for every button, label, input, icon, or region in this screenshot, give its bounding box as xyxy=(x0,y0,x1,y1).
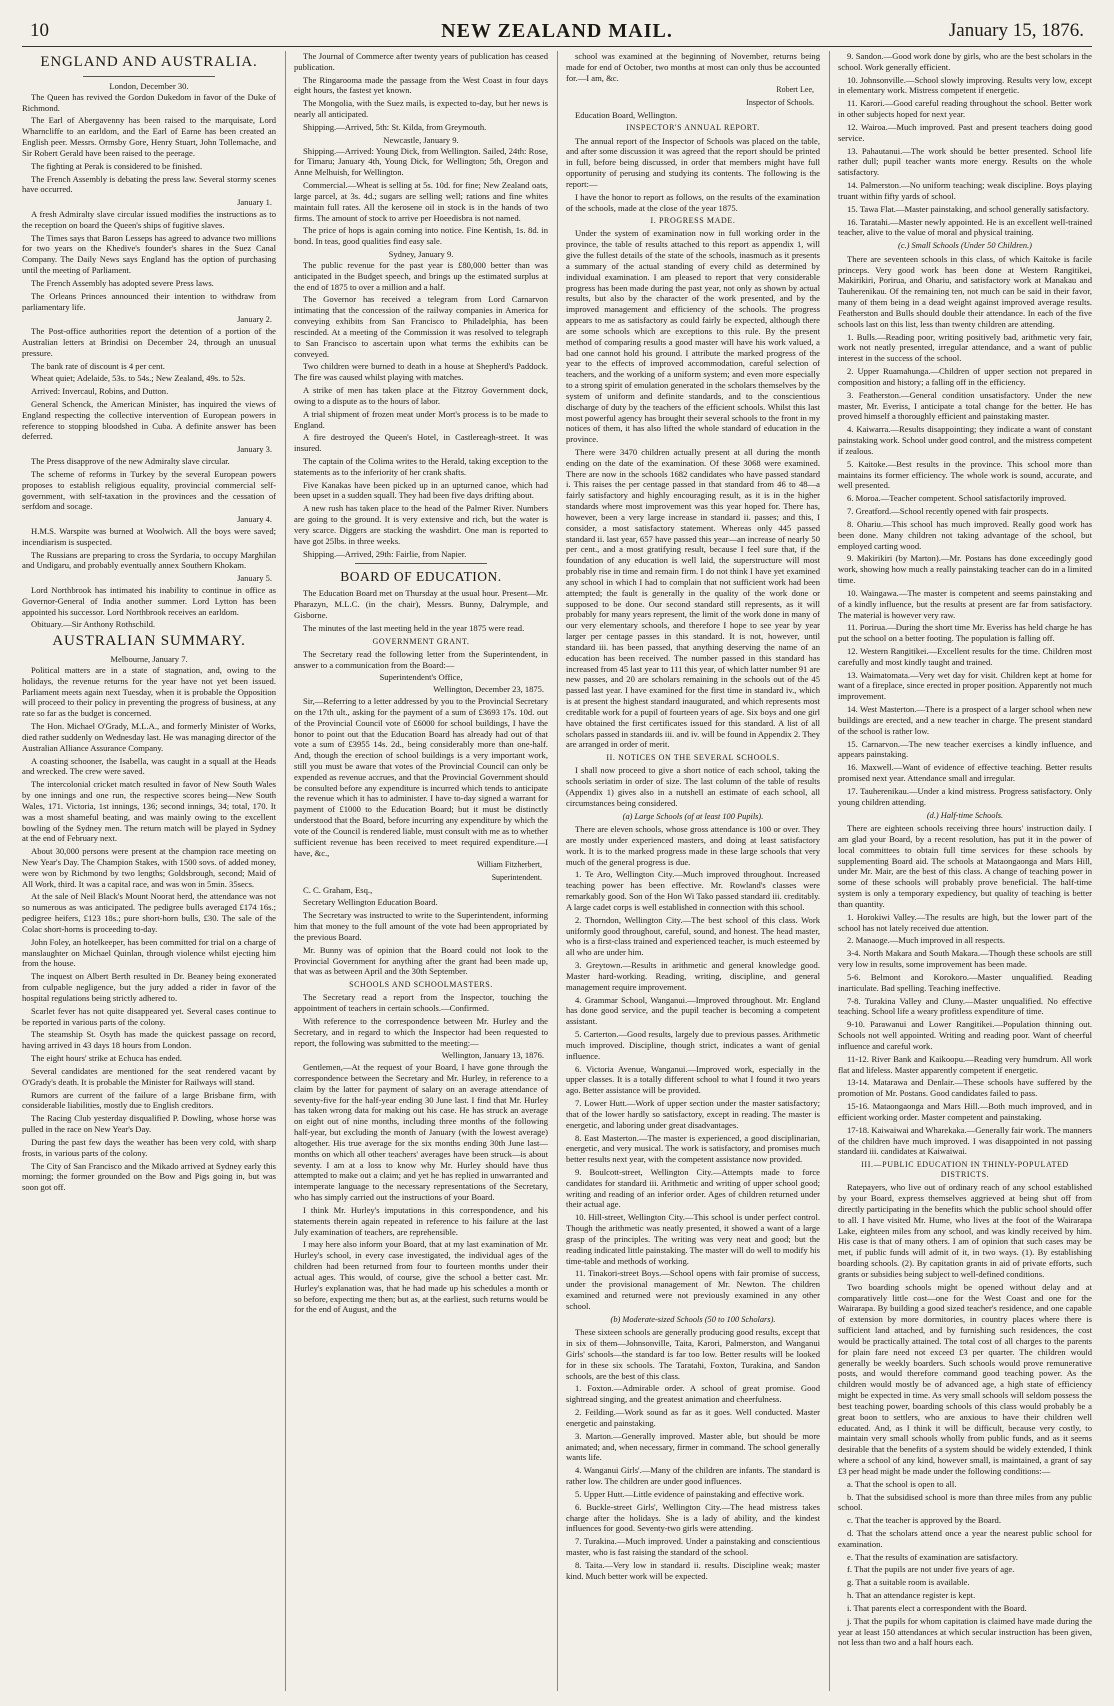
paragraph: Commercial.—Wheat is selling at 5s. 10d. for fine; New Zealand oats, large parcel, at 3s. 4d.; sugars are selling well; rations and fine whites maintain full rates. All the kerosene oil in stock is in the hands of two firms. The amount of stock to arrive per Hoeedisbra is not named. xyxy=(294,180,548,223)
date-line: January 5. xyxy=(237,573,272,584)
date-line: January 2. xyxy=(237,314,272,325)
paragraph: The intercolonial cricket match resulted in favor of New South Wales by one innings and one run, the respective scores being—New South Wales, 171. Victoria, 1st innings, 136; second innings, 34; total, 170. It was a most shameful beating, and was mainly owing to the excellent bowling of the Sydney men. The return match will be played in Sydney at the end of February next. xyxy=(22,779,276,844)
paragraph: The Press disapprove of the new Admiralty slave circular. xyxy=(31,456,230,467)
list-item: 2. Upper Ruamahunga.—Children of upper section not prepared in composition and history; a falling off in the efficiency. xyxy=(838,366,1092,387)
paragraph: With reference to the correspondence between Mr. Hurley and the Secretary, and in regard to which the Inspector had been requested to report, the following was submitted to the meeting:— xyxy=(294,1015,548,1048)
list-item: 7. Greatford.—School recently opened with fair prospects. xyxy=(847,506,1049,517)
list-item: 4. Grammar School, Wanganui.—Improved throughout. Mr. England has done good service, and the pupil teacher is becoming a competent assistant. xyxy=(566,994,820,1027)
list-item: 10. Waingawa.—The master is competent and seems painstaking and of a kindly influence, but the results at present are far from satisfactory. The material is however very raw. xyxy=(838,587,1092,620)
paragraph: A fresh Admiralty slave circular issued modifies the instructions as to the reception on board the Queen's ships of fugitive slaves. xyxy=(22,208,276,230)
letter-body: I may here also inform your Board, that at my last examination of Mr. Hurley's school, in every case investigated, the individual ages of the children had been returned from four to fourteen months under their actual ages. This would, of course, give the school a better cast. Mr. Hurley's explanation was, that he had made up his schedules a month or so before, expecting me then; but as, at the earliest, such returns would be for the end of August, and the xyxy=(294,1239,548,1315)
dateline: Sydney, January 9. xyxy=(388,249,454,260)
paragraph: Two children were burned to death in a house at Shepherd's Paddock. The fire was caused whilst playing with matches. xyxy=(294,361,548,383)
list-item: 3. Marton.—Generally improved. Master able, but should be more animated; and, when necessary, firmer in command. The school generally wants life. xyxy=(566,1430,820,1463)
subheading: (c.) Small Schools (Under 50 Children.) xyxy=(898,241,1032,251)
paragraph: Lord Northbrook has intimated his inability to continue in office as Governor-General of India another summer. Lord Lytton has been appointed his successor. Lord Northbrook receives an earldom. xyxy=(22,584,276,617)
paragraph: The Times says that Baron Lesseps has agreed to advance two millions for two years on the Khedive's founder's shares in the Suez Canal Company. The Daily News says England has the option of purchasing until the meeting of Parliament. xyxy=(22,232,276,276)
paragraph: Shipping.—Arrived: Young Dick, from Wellington. Sailed, 24th: Rose, for Timaru; January 4th, Young Dick, for Wellington; 5th, Oregon and Anne Melhuish, for Wellington. xyxy=(294,145,548,178)
date-line: January 3. xyxy=(237,444,272,455)
list-item: 9. Boulcott-street, Wellington City.—Attempts made to force candidates for standard iii. Arithmetic and writing of upper school good; writing and reading of an inferior order. Ages of children returned under their actual age. xyxy=(566,1166,820,1210)
list-item: 1. Horokiwi Valley.—The results are high, but the lower part of the school has not lately received due attention. xyxy=(838,911,1092,933)
paragraph: Five Kanakas have been picked up in an upturned canoe, which had been upset in a sudden squall. They had been five days drifting about. xyxy=(294,479,548,501)
paragraph: A fire destroyed the Queen's Hotel, in Castlereagh-street. It was insured. xyxy=(294,432,548,454)
list-item: 14. West Masterton.—There is a prospect of a larger school when new buildings are erected, and a new teacher in charge. The present standard of the school is rather low. xyxy=(838,704,1092,736)
list-item: 4. Wanganui Girls'.—Many of the children are infants. The standard is rather low. The children are under good influences. xyxy=(566,1465,820,1487)
columns xyxy=(22,51,1092,1691)
list-item: 5-6. Belmont and Korokoro.—Master unqualified. Reading inarticulate. Bad spelling. Teaching ineffective. xyxy=(838,971,1092,993)
letter-date: Wellington, January 13, 1876. xyxy=(441,1050,544,1061)
list-item: 3. Featherston.—General condition unsatisfactory. Under the new master, Mr. Everiss, I anticipate a total change for the better. He has proved himself a thoroughly efficient and painstaking master. xyxy=(838,389,1092,422)
list-item: 15. Tawa Flat.—Master painstaking, and school generally satisfactory. xyxy=(847,203,1089,214)
list-item: 9. Makirikiri (by Marton).—Mr. Postans has done exceedingly good work, showing how much a really painstaking teacher can do in a limited time. xyxy=(838,553,1092,586)
dateline: London, December 30. xyxy=(109,80,189,91)
letter-date: Wellington, December 23, 1875. xyxy=(433,684,544,695)
subheading: III.—PUBLIC EDUCATION IN THINLY-POPULATED DISTRICTS. xyxy=(861,1160,1069,1180)
column-4 xyxy=(829,51,1092,1691)
dateline: Melbourne, January 7. xyxy=(110,654,188,665)
list-item: 17-18. Kaiwaiwai and Wharekaka.—Generally fair work. The manners of the children have much improved. I was disappointed in not passing standard iii. candidates at Kaiwaiwai. xyxy=(838,1124,1092,1157)
column-1 xyxy=(22,51,276,1691)
paragraph: These sixteen schools are generally producing good results, except that in six of them—Johnsonville, Taita, Karori, Palmerston, and Wanganui Girls' schools—the standard is far too low. Better results will be looked for in these six schools. The Taratahi, Foxton, Turakina, and Sandon schools, are the best of this class. xyxy=(566,1327,820,1381)
list-item: 13. Pahautanui.—The work should be better presented. School life rather dull; pupil teacher wants more energy. Results on the whole satisfactory. xyxy=(838,145,1092,178)
paragraph: The City of San Francisco and the Mikado arrived at Sydney early this morning; the former grounded on the Bow and Pigs going in, but was soon got off. xyxy=(22,1160,276,1193)
subheading: (b) Moderate-sized Schools (50 to 100 Scholars). xyxy=(610,1314,776,1324)
paragraph: At the sale of Neil Black's Mount Noorat herd, the attendance was not so numerous as was anticipated. The pedigree bulls averaged £174 16s.; pedigree heifers, £123 18s.; pure short-horn bulls, £30. The sale of the Colac short-horns is proceeding to-day. xyxy=(22,891,276,934)
list-item: b. That the subsidised school is more than three miles from any public school. xyxy=(838,1491,1092,1513)
paragraph: Several candidates are mentioned for the seat rendered vacant by O'Grady's death. It is probable the Minister for Railways will stand. xyxy=(22,1065,276,1087)
list-item: 13-14. Matarawa and Denlair.—These schools have suffered by the promotion of Mr. Postans. Good candidates failed to pass. xyxy=(838,1077,1092,1099)
list-item: 10. Johnsonville.—School slowly improving. Results very low, except in elementary work. Mistress competent if energetic. xyxy=(838,74,1092,96)
paragraph: There are eleven schools, whose gross attendance is 100 or over. They are mostly under experienced masters, and doing at least satisfactory work. It is to the marked progress made in these large schools that very much of the general progress is due. xyxy=(566,824,820,867)
paragraph: Ratepayers, who live out of ordinary reach of any school established by your Board, express themselves aggrieved at being shut off from directly participating in the benefits which the public school should offer to all. I have visited Mr. Hume, who lives at the foot of the Wairarapa Lake, eighteen miles from any school, and was kindly received by him. His case is that of many others. I am of opinion that such cases may be met, if public funds will admit of it, in two ways. (1). By establishing boarding schools. (2). By capitation grants in aid of private efforts, such grants or subsidies being subject to well-defined conditions. xyxy=(838,1182,1092,1279)
paragraph: During the past few days the weather has been very cold, with sharp frosts, in various parts of the colony. xyxy=(22,1136,276,1158)
list-item: 6. Buckle-street Girls', Wellington City.—The head mistress takes charge after the holidays. She is a lady of ability, and the kindest influences for good. Seventy-two girls were attending. xyxy=(566,1501,820,1534)
paragraph: The Secretary read a report from the Inspector, touching the appointment of teachers in certain schools.—Confirmed. xyxy=(294,992,548,1014)
list-item: 3. Greytown.—Results in arithmetic and general knowledge good. Master hard-working. Reading, writing, discipline, and general management require improvement. xyxy=(566,960,820,992)
letter-body: I think Mr. Hurley's imputations in this correspondence, and his statements therein again repeated in reference to his failure at the last July examination of teachers, are reprehensible. xyxy=(294,1204,548,1237)
list-item: i. That parents elect a correspondent with the Board. xyxy=(847,1602,1027,1613)
list-item: 15-16. Mataongaonga and Mars Hill.—Both much improved, and in efficient working order. Master competent and painstaking. xyxy=(838,1101,1092,1122)
paragraph: There are seventeen schools in this class, of which Kaitoke is facile princeps. Very good work has been done at Western Rangitikei, Makirikiri, Porirua, and Ohariu, and satisfactory work at Manakau and Tauherenikau. Of the remaining ten, not much can be said in their favor, many of them being in a dead weight against improved average results. Featherston and Bulls should double their attendance. In each of the five schools last on this list, less than twenty children are attending. xyxy=(838,253,1092,329)
page-number: 10 xyxy=(30,20,49,41)
list-item: 7. Turakina.—Much improved. Under a painstaking and conscientious master, who is fast raising the standard of the school. xyxy=(566,1536,820,1558)
list-item: 9. Sandon.—Good work done by girls, who are the best scholars in the school. Work generally efficient. xyxy=(838,51,1092,72)
paragraph: Shipping.—Arrived, 5th: St. Kilda, from Greymouth. xyxy=(303,121,487,132)
list-item: 2. Manaoge.—Much improved in all respects. xyxy=(847,935,1005,946)
list-item: j. That the pupils for whom capitation is claimed have made during the year at least 150 attendances at which secular instruction has been given, not less than two and a half hours each. xyxy=(838,1615,1092,1648)
subheading: I. PROGRESS MADE. xyxy=(650,216,736,226)
paragraph: Obituary.—Sir Anthony Rothschild. xyxy=(31,619,156,630)
letter-body: Sir,—Referring to a letter addressed by you to the Provincial Secretary on the 17th ult., asking for the payment of a sum of £3693 17s. 10d. out of the Provincial Council vote of £6000 for school buildings, I have the honor to point out that the Education Board has already had out of that vote a sum of £3955 14s. 2d., being considerably more than one-half. And, though the erection of school buildings is a very important work, still you must be aware that votes of the Provincial Council can only be expended as revenue accrues, and that the Provincial Government should be consulted before any expenditure is incurred which tends to anticipate the revenue which it has to administer. I have to-day signed a warrant for payment of £1000 to the Education Board; but it must be distinctly understood that the Board, before incurring any expenditure by which the vote of the Council is rendered liable, must consult with me as to whether sufficient revenue has been received to meet required expenditure.—I have, &c., xyxy=(294,696,548,858)
list-item: 8. Ohariu.—This school has much improved. Really good work has been done. Many children not taking advantage of the school, but employed carting wood. xyxy=(838,518,1092,551)
list-item: h. That an attendance register is kept. xyxy=(847,1590,976,1601)
letter-office: Superintendent's Office, xyxy=(379,672,463,683)
list-item: 12. Western Rangitikei.—Excellent results for the time. Children most carefully and most kindly taught and trained. xyxy=(838,645,1092,667)
addressee: C. C. Graham, Esq., xyxy=(303,884,373,895)
subheading: GOVERNMENT GRANT. xyxy=(372,636,470,646)
list-item: 1. Foxton.—Admirable order. A school of great promise. Good sightread singing, and the greatest animation and cheerfulness. xyxy=(566,1383,820,1405)
paragraph: The Secretary read the following letter from the Superintendent, in answer to a communication from the Board:— xyxy=(294,648,548,670)
list-item: 10. Hill-street, Wellington City.—This school is under perfect control. Though the arithmetic was neatly presented, it showed a want of a large grasp of the principles. The writing was very neat and good; but the reading indicated little painstaking. The master will do well to modify his time-table and methods of working. xyxy=(566,1212,820,1266)
addressee: Secretary Wellington Education Board. xyxy=(303,897,438,908)
paragraph: The public revenue for the past year is £80,000 better than was anticipated in the Budget speech, and brings up the estimated surplus at the end of 1875 to over a million and a half. xyxy=(294,259,548,292)
list-item: 4. Kaiwarra.—Results disappointing; they indicate a want of constant painstaking work. School under good control, and the mistress competent if zealous. xyxy=(838,424,1092,456)
signature-title: Inspector of Schools. xyxy=(746,97,814,107)
list-item: c. That the teacher is approved by the Board. xyxy=(847,1515,1001,1526)
list-item: 11-12. River Bank and Kaikoopu.—Reading very humdrum. All work flat and lifeless. Master apparently competent if energetic. xyxy=(838,1053,1092,1075)
signature: William Fitzherbert, xyxy=(477,860,542,870)
dateline: Newcastle, January 9. xyxy=(383,134,459,145)
paragraph: Shipping.—Arrived, 29th: Fairlie, from Napier. xyxy=(303,548,467,559)
signature-title: Superintendent. xyxy=(491,872,542,882)
list-item: 7-8. Turakina Valley and Cluny.—Master unqualified. No effective teaching. School life a weary profitless expenditure of time. xyxy=(838,995,1092,1017)
paragraph: A strike of men has taken place at the Fitzroy Government dock, owing to a dispute as to the hours of labor. xyxy=(294,385,548,406)
list-item: 5. Kaitoke.—Best results in the province. This school more than maintains its former efficiency. The whole work is sound, accurate, and well presented. xyxy=(838,458,1092,491)
list-item: 2. Feilding.—Work sound as far as it goes. Well conducted. Master energetic and painstaking. xyxy=(566,1407,820,1428)
list-item: 9-10. Parawanui and Lower Rangitikei.—Population thinning out. Schools not well appointed. Writing and reading poor. Want of cheerful influence and careful work. xyxy=(838,1019,1092,1051)
paragraph: I shall now proceed to give a short notice of each school, taking the schools seriatim in order of size. The last column of the table of results (Appendix 1) gives also in a nutshell an estimate of each school, all circumstances being considered. xyxy=(566,765,820,808)
paragraph: Rumors are current of the failure of a large Brisbane firm, with considerable liabilities, mostly due to English creditors. xyxy=(22,1089,276,1111)
list-item: g. That a suitable room is available. xyxy=(847,1577,970,1588)
letter-body: Gentlemen,—At the request of your Board, I have gone through the correspondence between the Secretary and Mr. Hurley, in reference to a claim by the latter for payment of salary on an average attendance of seventy-five for the half-year ending 30 June last. I find that Mr. Hurley has taken wrong data for making out his case. He has struck an average on eight out of nine months, including three months of the following half-year, but excluding the month of January (with the lowest average) altogether. His true average for the six months ending 30th June last—months on which all other teachers' averages have been struck—is about seventy. I am at a loss to know why Mr. Hurley should have thus attempted to make out a claim; and yet he has replied in unwarranted and intemperate language to the necessary representations of the Secretary, who has simply carried out the instructions of your Board. xyxy=(294,1062,548,1203)
newspaper-title: NEW ZEALAND MAIL. xyxy=(441,20,673,42)
issue-date: January 15, 1876. xyxy=(948,20,1084,41)
paragraph: Under the system of examination now in full working order in the province, the table of results attached to this report as appendix 1, will give the fullest details of the state of the schools, inasmuch as it presents a summary of the actual standing of every child as determined by individual examination. I am pleased to report that very considerable progress has been made during the past year, not only as shown by actual results, but also by the character of the work presented, and by the improved management and efficiency of the schools. The progress appears to me as satisfactory as could fairly be expected, although there are some schools which are exceptions to this rule. By the present method of comparing results a good master will have his work valued, a bad one cannot hold his ground. I attribute the marked progress of the year to the effects of improved accommodation, careful selection of teachers, and the working of a uniform system; and even more especially to a strong spirit of emulation generated in the scholars themselves by the system of uniform and definite standards, and to the conscientious discharge of duty by the teachers of the efficient schools. Whilst this last most powerful agency has brought their several schools to the front in my notices of them, it has also lifted the whole standard of education in the province. xyxy=(566,228,820,445)
subheading: II. NOTICES ON THE SEVERAL SCHOOLS. xyxy=(606,753,780,763)
paragraph: John Foley, an hotelkeeper, has been committed for trial on a charge of manslaughter on Michael Quinlan, through violence whilst ejecting him from the house. xyxy=(22,936,276,969)
paragraph: The annual report of the Inspector of Schools was placed on the table, and after some discussion it was agreed that the report should be printed in full, before being discussed, in order that members might have full opportunity of perusing and studying its contents. The following is the report:— xyxy=(566,135,820,189)
list-item: 1. Te Aro, Wellington City.—Much improved throughout. Increased teaching power has been effective. Mr. Rowland's classes were remarkably good. Son of the Hon Wi Tako passed standard iii. creditably. A large cadet corps is well established in connection with this school. xyxy=(566,869,820,912)
paragraph: The Ringarooma made the passage from the West Coast in four days eight hours, the fastest yet known. xyxy=(294,74,548,96)
list-item: 7. Lower Hutt.—Work of upper section under the master satisfactory; that of the lower hardly so satisfactory, except in reading. The master is energetic, and laboring under great disadvantages. xyxy=(566,1098,820,1130)
list-item: 11. Tinakori-street Boys.—School opens with fair promise of success, under the provisional management of Mr. Newton. The children examined and returned were not previously examined in any other school. xyxy=(566,1268,820,1311)
paragraph: The Orleans Princes announced their intention to withdraw from parliamentary life. xyxy=(22,290,276,312)
signature: Robert Lee, xyxy=(776,85,814,95)
date-line: January 4. xyxy=(237,514,272,525)
masthead xyxy=(22,16,1092,47)
section-heading-board-of-education: BOARD OF EDUCATION. xyxy=(340,569,502,585)
list-item: 6. Victoria Avenue, Wanganui.—Improved work, especially in the upper classes. It is a totally different school to what I found it two years ago. Better assistance will be provided. xyxy=(566,1063,820,1096)
list-item: 8. East Masterton.—The master is experienced, a good disciplinarian, energetic, and very musical. The work is satisfactory, and promises much better results next year, with the competent assistance now provided. xyxy=(566,1132,820,1165)
list-item: a. That the school is open to all. xyxy=(847,1478,957,1489)
paragraph: The minutes of the last meeting held in the year 1875 were read. xyxy=(303,622,525,633)
column-3 xyxy=(557,51,820,1691)
paragraph: A trial shipment of frozen meat under Mort's process is to be made to England. xyxy=(294,408,548,430)
paragraph: school was examined at the beginning of November, returns being made for end of October, two months at most can only thus be accounted for.—I am, &c. xyxy=(566,51,820,83)
paragraph: The Hon. Michael O'Grady, M.L.A., and formerly Minister of Works, died rather suddenly on Wednesday last. He was managing director of the Australian Alliance Assurance Company. xyxy=(22,721,276,753)
list-item: 12. Wairoa.—Much improved. Past and present teachers doing good service. xyxy=(838,121,1092,143)
paragraph: The fighting at Perak is considered to be finished. xyxy=(31,160,203,171)
list-item: 2. Thorndon, Wellington City.—The best school of this class. Work uniformly good throughout, careful, sound, and honest. The head master, who is a first-class trained and experienced teacher, is much esteemed by all who are under him. xyxy=(566,914,820,958)
paragraph: Two boarding schools might be opened without delay and at comparatively little cost—one for the West Coast and one for the Wairarapa. By building a good sized teacher's residence, and one capable of extension by more dormitories, in country places where there is sufficient land attached, and by furnishing such residences, the cost would be practically attained. The total cost of all charges to the parents for plain fare need not exceed £3 per quarter. The children would generally be weekly boarders. Such schools would prove remunerative posts, and would therefore command good teaching power. As the children would mostly be of advanced age, a high state of efficiency might be expected in time. As very small schools will seldom possess the best teaching power, boarding schools of this class would probably be a great boon to settlers, who are anxious to have their children well educated. And, as I think it will be difficult, because very costly, to maintain very small schools wholly from public funds, and as it seems desirable that the benefits of a system should be widely extended, I think where a school of any kind, however small, is maintained, a grant of say £3 per head might be made under the following conditions:— xyxy=(838,1281,1092,1476)
list-item: 5. Carterton.—Good results, largely due to previous passes. Arithmetic much improved. Discipline, though strict, indicates a want of genial influence. xyxy=(566,1029,820,1061)
paragraph: A new rush has taken place to the head of the Palmer River. Numbers are going to the ground. It is very extensive and rich, but the water is very scarce. Diggers are stacking the washdirt. One man is reported to have got 25lbs. in three weeks. xyxy=(294,503,548,546)
paragraph: The Governor has received a telegram from Lord Carnarvon intimating that the concession of the railway companies in America for conveying exhibits from San Francisco to Philadelphia, has been rescinded. At a meeting of the Commission it was resolved to telegraph to San Francisco to ascertain upon what terms the exhibits can be conveyed. xyxy=(294,294,548,359)
list-item: f. That the pupils are not under five years of age. xyxy=(847,1564,1015,1575)
list-item: 16. Taratahi.—Master newly appointed. He is an excellent well-trained teacher, alive to the value of moral and physical training. xyxy=(838,216,1092,238)
subheading: SCHOOLS AND SCHOOLMASTERS. xyxy=(349,980,493,990)
paragraph: The French Assembly is debating the press law. Several stormy scenes have occurred. xyxy=(22,173,276,195)
paragraph: The Racing Club yesterday disqualified P. Dowling, whose horse was pulled in the race on New Year's Day. xyxy=(22,1113,276,1135)
paragraph: The Secretary was instructed to write to the Superintendent, informing him that money to the full amount of the vote had been appropriated by the previous Board. xyxy=(294,910,548,942)
list-item: 11. Porirua.—During the short time Mr. Everiss has held charge he has put the school on a better footing. The population is falling off. xyxy=(838,622,1092,644)
section-heading-australian-summary: AUSTRALIAN SUMMARY. xyxy=(52,633,246,650)
paragraph: The Education Board met on Thursday at the usual hour. Present—Mr. Pharazyn, M.L.C. (in the chair), Messrs. Bunny, Dalrymple, and Gisborne. xyxy=(294,588,548,621)
subheading: INSPECTOR'S ANNUAL REPORT. xyxy=(626,123,760,133)
paragraph: Mr. Bunny was of opinion that the Board could not look to the Provincial Government for anything after the grant had been made up, that was as between April and the 30th September. xyxy=(294,944,548,977)
paragraph: The captain of the Colima writes to the Herald, taking exception to the statements as to the inferiority of her crank shafts. xyxy=(294,455,548,477)
subheading: (d.) Half-time Schools. xyxy=(926,810,1004,820)
divider xyxy=(355,563,487,564)
list-item: 13. Waimatomata.—Very wet day for visit. Children kept at home for want of a fireplace, since erected in proper position. Apparently not much improvement. xyxy=(838,669,1092,702)
paragraph: The scheme of reforms in Turkey by the several European powers proposes to establish religious equality, provincial commercial self-government, with self-taxation in the provinces and the cessation of serfdom and socage. xyxy=(22,468,276,512)
list-item: 11. Karori.—Good careful reading throughout the school. Better work in other subjects hoped for next year. xyxy=(838,98,1092,120)
paragraph: The Queen has revived the Gordon Dukedom in favor of the Duke of Richmond. xyxy=(22,91,276,113)
addressee: Education Board, Wellington. xyxy=(575,109,678,120)
subheading: (a) Large Schools (of at least 100 Pupils). xyxy=(622,811,764,821)
divider xyxy=(83,76,215,77)
list-item: e. That the results of examination are satisfactory. xyxy=(847,1551,1018,1562)
column-2 xyxy=(285,51,548,1691)
paragraph: The price of hops is again coming into notice. Fine Kentish, 1s. 8d. in bond. In teas, good qualities find easy sale. xyxy=(294,225,548,247)
list-item: 17. Tauherenikau.—Under a kind mistress. Progress satisfactory. Only young children attending. xyxy=(838,785,1092,807)
list-item: 14. Palmerston.—No uniform teaching; weak discipline. Boys playing truant within fifty yards of school. xyxy=(838,180,1092,201)
list-item: 5. Upper Hutt.—Little evidence of painstaking and effective work. xyxy=(575,1488,805,1499)
list-item: d. That the scholars attend once a year the nearest public school for examination. xyxy=(838,1528,1092,1549)
paragraph: A coasting schooner, the Isabella, was caught in a squall at the Heads and wrecked. The crew were saved. xyxy=(22,755,276,777)
list-item: 16. Maxwell.—Want of evidence of effective teaching. Better results promised next year. Attendance small and irregular. xyxy=(838,762,1092,784)
paragraph: The Earl of Abergavenny has been raised to the marquisate, Lord Wharncliffe to an earldom, and the Earl of Earne has been created an English peer. Messrs. Ormsby Gore, Henry Stuart, John Tollemache, and Sir Robert Gerald have been raised to the peerage. xyxy=(22,115,276,158)
paragraph: Wheat quiet; Adelaide, 53s. to 54s.; New Zealand, 49s. to 52s. xyxy=(31,373,246,384)
paragraph: General Schenck, the American Minister, has inquired the views of England respecting the collective intervention of European powers in reference to stopping bloodshed in Cuba. A definite answer has been deferred. xyxy=(22,399,276,442)
list-item: 1. Bulls.—Reading poor, writing positively bad, arithmetic very fair, work not neatly presented, irregular attendance, and a want of public interest in the success of the school. xyxy=(838,331,1092,364)
paragraph: The eight hours' strike at Echuca has ended. xyxy=(31,1053,182,1064)
section-heading-england-australia: ENGLAND AND AUSTRALIA. xyxy=(40,54,258,70)
list-item: 3-4. North Makara and South Makara.—Though these schools are still very low in results, some improvement has been made. xyxy=(838,948,1092,970)
paragraph: I have the honor to report as follows, on the results of the examination of the schools, made at the close of the year 1875. xyxy=(566,191,820,213)
paragraph: The inquest on Albert Berth resulted in Dr. Beaney being exonerated from culpable negligence, but the jury added a rider in favor of the hospital regulations being strictly adhered to. xyxy=(22,971,276,1003)
paragraph: The Post-office authorities report the detention of a portion of the Australian letters at Brindisi on December 24, through an unusual pressure. xyxy=(22,326,276,358)
paragraph: About 30,000 persons were present at the champion race meeting on New Year's Day. The Champion Stakes, with 1500 sovs. of added money, were won by Richmond by two lengths; Goldsbrough, second; Maid of All Work, third. It was a capital race, and was won in 5min. 35secs. xyxy=(22,846,276,889)
paragraph: There are eighteen schools receiving three hours' instruction daily. I am glad your Board, by a recent resolution, has put it in the power of local committees to obtain full time services for these schools by supplementing Board aid. The schools at Mataongaonga and Mars Hill, under Mr. Mair, are the best of this class. A change of teaching power in some of these schools will probably prove beneficial. The half-time system is only a temporary expediency, but quality of teaching is better than quantity. xyxy=(838,823,1092,909)
paragraph: The French Assembly has adopted severe Press laws. xyxy=(31,277,214,288)
date-line: January 1. xyxy=(237,197,272,208)
paragraph: The Journal of Commerce after twenty years of publication has ceased publication. xyxy=(294,51,548,72)
paragraph: Scarlet fever has not quite disappeared yet. Several cases continue to be reported in various parts of the colony. xyxy=(22,1005,276,1027)
list-item: 15. Carnarvon.—The new teacher exercises a kindly influence, and appears painstaking. xyxy=(838,738,1092,760)
paragraph: There were 3470 children actually present at all during the month ending on the date of the examination. Of these 3068 were examined. There are now in the schools 1682 candidates who have passed standard i. This raises the per centage passed in that standard from 46 to 48—a fairly satisfactory and highly encouraging result, as it is in the higher standards where most improvement was this year hoped for. There has, however, been a very large increase in standard ii. passes; and this, I consider, a most satisfactory statement. Whereas only 445 passed standard ii. last year, 657 have passed this year—an increase of nearly 50 per cent., and a most gratifying result, because I feel sure that, if the foundation of any education is well laid, the superstructure will most probably rise in time and remain firm. I do not think I have yet examined any school in which I had to complain that not sufficient work had been attempted; the fault is generally in the quality of the work done or supposed to be done. Our second standard still represents, as it will probably for many years represent, the limit of the work done in many of our very elementary schools, and therefore I hope to see year by year larger per centage passes in this standard. It is not, however, until standard iii. has been passed, that anything deserving the name of an education has been received. The number passed in this standard has increased from 45 last year to 111 this year, of which latter number 91 are new passes, and 20 are scholars remaining in the schools out of the 45 passed last year. I have examined for the first time in standard iv., which is at present the highest standard inaugurated, and which represents most creditable work for a pupil of fourteen years of age. Six boys and one girl have obtained the first certificates issued for this standard. A list of all scholars passed in standards iii. and iv. will be found in Appendix 2. They are arranged in order of merit. xyxy=(566,446,820,750)
paragraph: The bank rate of discount is 4 per cent. xyxy=(31,360,165,371)
paragraph: Arrived: Invercaul, Robins, and Dutton. xyxy=(31,386,169,397)
paragraph: H.M.S. Warspite was burned at Woolwich. All the boys were saved; incendiarism is suspected. xyxy=(22,525,276,547)
list-item: 8. Taita.—Very low in standard ii. results. Discipline weak; master kind. Much better work will be expected. xyxy=(566,1559,820,1581)
paragraph: The Mongolia, with the Suez mails, is expected to-day, but her news is nearly all anticipated. xyxy=(294,98,548,120)
list-item: 6. Moroa.—Teacher competent. School satisfactorily improved. xyxy=(847,493,1067,504)
paragraph: The Russians are preparing to cross the Syrdaria, to occupy Marghilan and Undigaru, and probably eventually annex Southern Khokam. xyxy=(22,549,276,571)
paragraph: Political matters are in a state of stagnation, and, owing to the holidays, the revenue returns for the year have not yet been issued. Parliament meets again next Tuesday, when it is probable the Opposition will proceed to their policy in preventing the progress of business, at any rate so far as the budget is concerned. xyxy=(22,664,276,719)
paragraph: The steamship St. Osyth has made the quickest passage on record, having arrived in 43 days 18 hours from London. xyxy=(22,1029,276,1051)
